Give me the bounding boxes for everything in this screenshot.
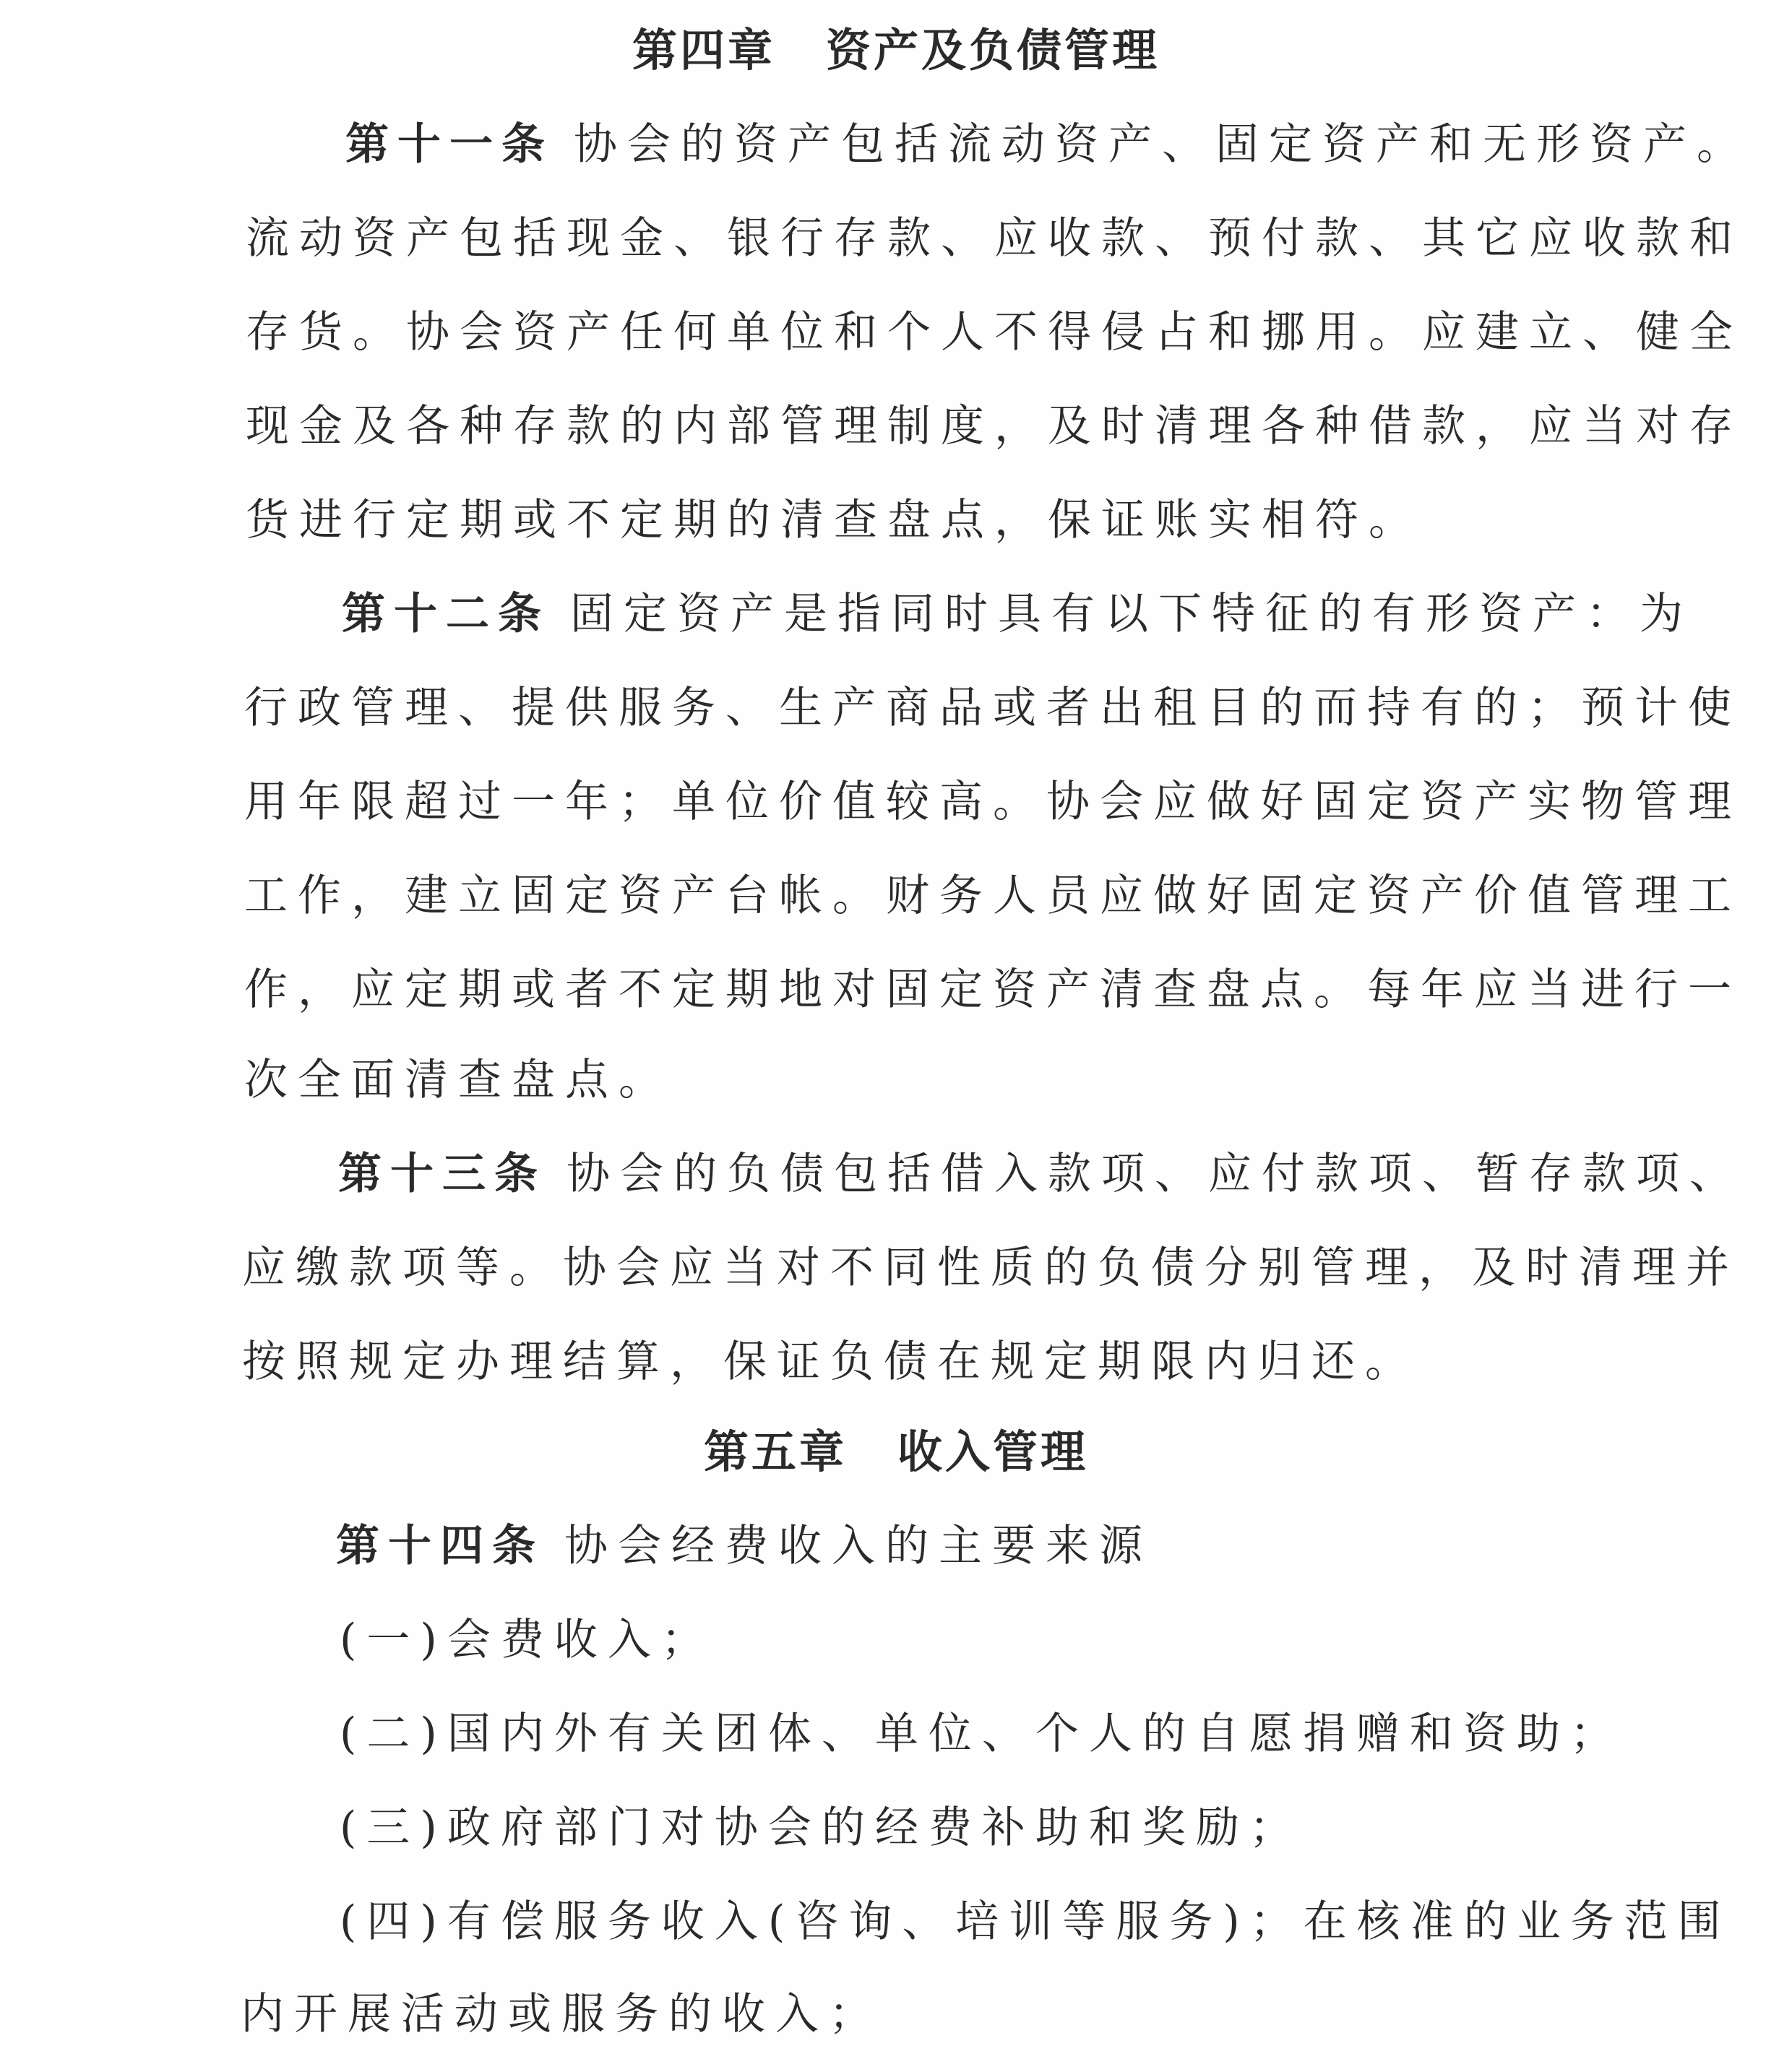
article-heading: 第十二条: [342, 589, 550, 639]
paragraph-line: 工作，建立固定资产台帐。财务人员应做好固定资产价值管理工: [244, 871, 1741, 921]
paragraph-line: 按照规定办理结算，保证负债在规定期限内归还。: [242, 1337, 1418, 1387]
chapter-heading: [0, 1423, 1792, 1481]
article-heading: 第十三条: [338, 1149, 546, 1199]
chapter-number: 第四章: [632, 24, 775, 77]
article-heading: 第十一条: [345, 119, 553, 170]
paragraph-line: 次全面清查盘点。: [244, 1055, 672, 1105]
paragraph-line: 现金及各种存款的内部管理制度，及时清理各种借款，应当对存: [246, 401, 1743, 452]
paragraph-text: 固定资产是指同时具有以下特征的有形资产：为: [570, 589, 1693, 639]
list-item: (二)国内外有关团体、单位、个人的自愿捐赠和资助；: [340, 1709, 1624, 1759]
paragraph-line: 用年限超过一年；单位价值较高。协会应做好固定资产实物管理: [244, 777, 1741, 827]
paragraph-line: 应缴款项等。协会应当对不同性质的负债分别管理，及时清理并: [242, 1243, 1739, 1293]
list-item: (三)政府部门对协会的经费补助和奖励；: [340, 1803, 1303, 1853]
paragraph-line: 流动资产包括现金、银行存款、应收款、预付款、其它应收款和: [246, 213, 1743, 264]
list-item: (一)会费收入；: [340, 1615, 715, 1665]
paragraph-text: 协会的负债包括借入款项、应付款项、暂存款项、: [567, 1149, 1743, 1199]
paragraph-line: 存货。协会资产任何单位和个人不得侵占和挪用。应建立、健全: [246, 307, 1743, 358]
paragraph-line: 货进行定期或不定期的清查盘点，保证账实相符。: [246, 495, 1422, 545]
article-heading: 第十四条: [336, 1521, 544, 1571]
paragraph-line: 作，应定期或者不定期地对固定资产清查盘点。每年应当进行一: [244, 964, 1741, 1015]
chapter-title: 资产及负债管理: [826, 24, 1160, 77]
list-item-continuation: 内开展活动或服务的收入；: [241, 1989, 882, 2039]
chapter-title: 收入管理: [897, 1425, 1089, 1478]
chapter-number: 第五章: [703, 1425, 847, 1478]
list-item: (四)有偿服务收入(咨询、培训等服务)；在核准的业务范围: [340, 1896, 1731, 1947]
paragraph-line: 行政管理、提供服务、生产商品或者出租目的而持有的；预计使: [244, 683, 1741, 733]
article-first-line: [342, 585, 1693, 643]
article-first-line: [338, 1145, 1743, 1203]
paragraph-text: 协会经费收入的主要来源: [564, 1521, 1153, 1571]
article-first-line: [345, 116, 1750, 173]
chapter-heading: [0, 22, 1792, 79]
article-first-line: [336, 1517, 1153, 1575]
paragraph-text: 协会的资产包括流动资产、固定资产和无形资产。: [574, 119, 1750, 170]
